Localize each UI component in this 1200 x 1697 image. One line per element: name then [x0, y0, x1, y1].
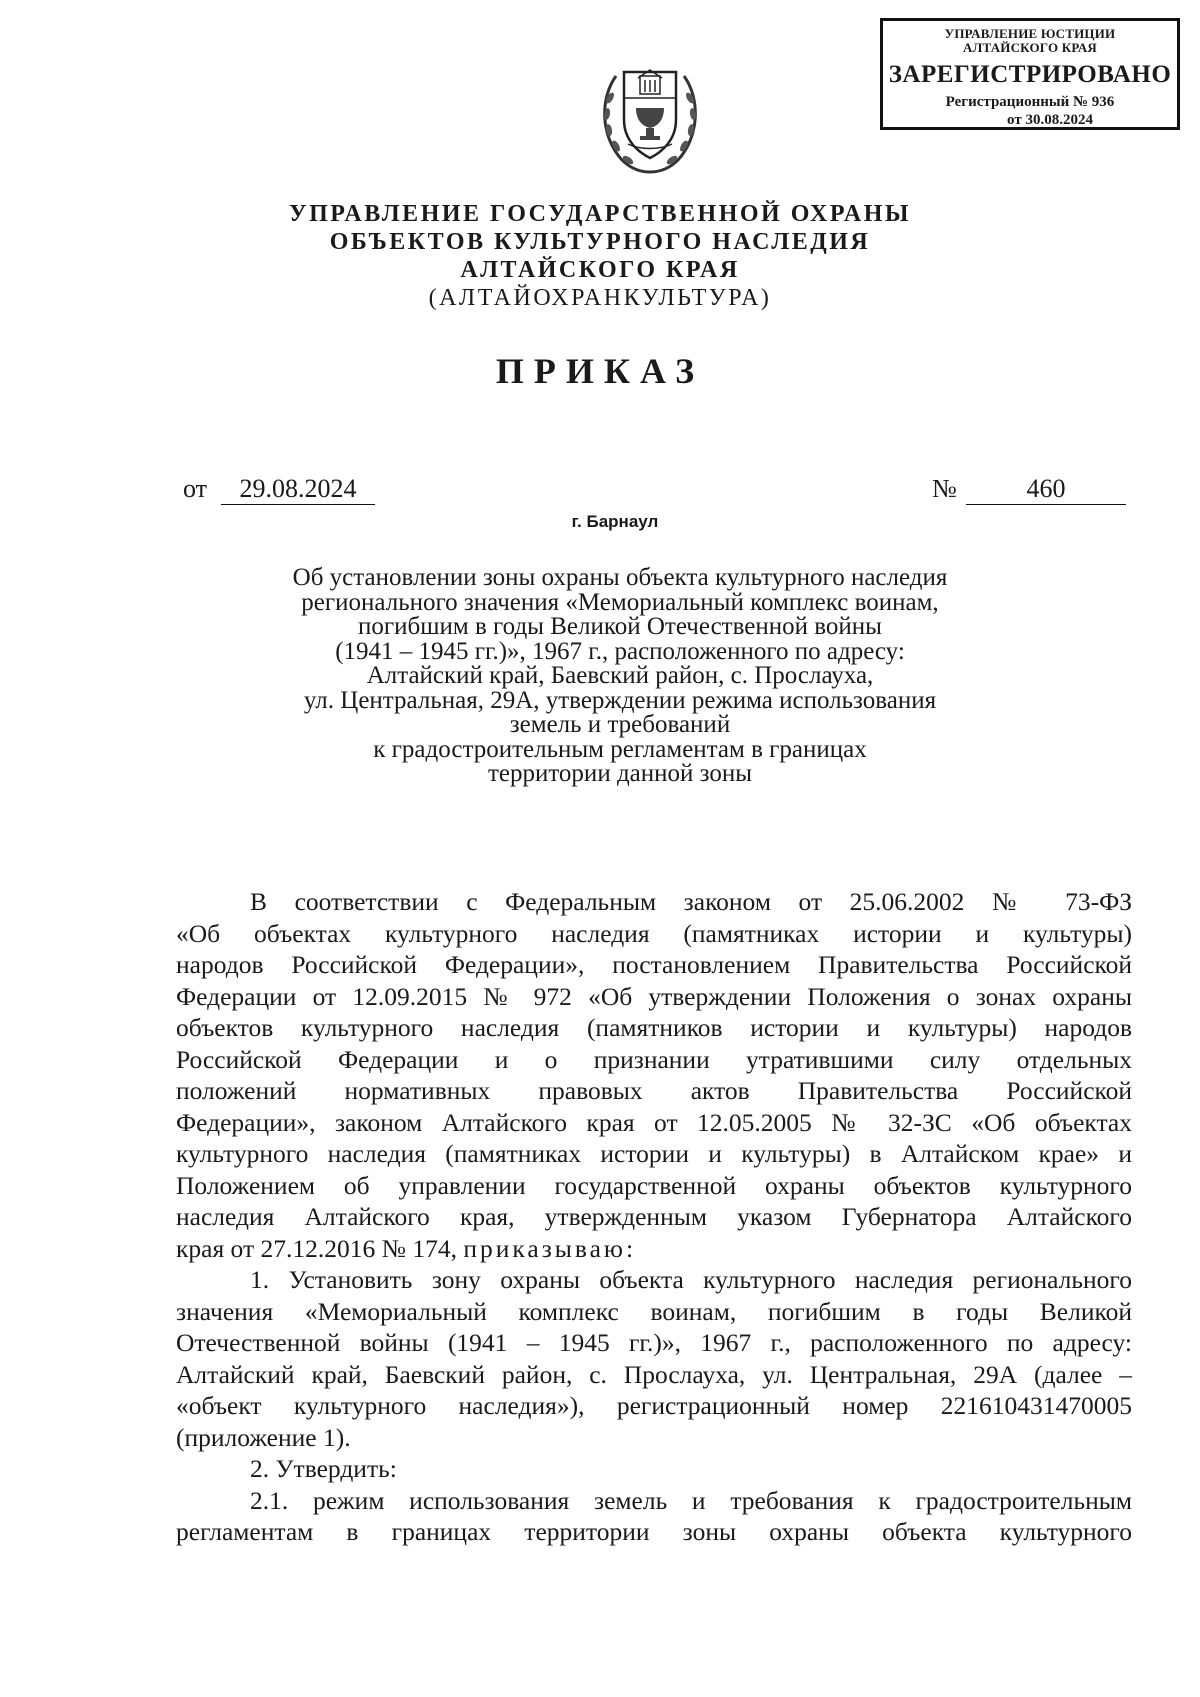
body-line-text: положений нормативных правовых актов Правительства Российской: [176, 1076, 1132, 1105]
stamp-organization-line1: УПРАВЛЕНИЕ ЮСТИЦИИ: [944, 26, 1116, 41]
altai-krai-coat-of-arms-icon: [596, 58, 704, 176]
body-line-text: народов Российской Федерации», постановлением Правительства Российской: [176, 950, 1132, 979]
registration-stamp: [880, 18, 1180, 130]
authority-line: АЛТАЙСКОГО КРАЯ: [460, 257, 740, 283]
subject-line: регионального значения «Мемориальный комплекс воинам,: [301, 588, 939, 616]
date-prefix: от: [183, 474, 208, 503]
order-date: 29.08.2024: [221, 474, 375, 505]
body-line-text: (приложение 1).: [176, 1422, 351, 1452]
order-subject: [240, 566, 1000, 787]
body-line: [176, 1107, 1132, 1139]
subject-line: погибшим в годы Великой Отечественной войны: [358, 613, 882, 640]
subject-line: территории данной зоны: [487, 760, 753, 787]
body-line: [176, 1264, 1132, 1296]
authority-line: ОБЪЕКТОВ КУЛЬТУРНОГО НАСЛЕДИЯ: [329, 229, 871, 255]
body-line-text: края от 27.12.2016 № 174, приказываю:: [176, 1233, 637, 1263]
body-line: [176, 1012, 1132, 1044]
body-line: [176, 1327, 1132, 1359]
body-line-text: культурного наследия (памятниках истории и культуры) в Алтайском крае» и: [176, 1139, 1132, 1168]
body-line: [176, 918, 1132, 950]
stamp-organization-line2: АЛТАЙСКОГО КРАЯ: [963, 40, 1097, 55]
body-line: [176, 1422, 1132, 1454]
body-line-text: наследия Алтайского края, утвержденным указом Губернатора Алтайского: [176, 1202, 1132, 1231]
number-prefix: №: [932, 474, 957, 503]
body-line: [176, 981, 1132, 1013]
body-line: [176, 1170, 1132, 1202]
body-line-text: регламентам в границах территории зоны охраны объекта культурного: [176, 1517, 1132, 1546]
subject-line: ул. Центральная, 29А, утверждении режима использования: [303, 686, 937, 714]
body-line-text: 2.1. режим использования земель и требования к градостроительным: [250, 1485, 1132, 1515]
body-line: [176, 1485, 1132, 1517]
authority-abbreviation: (АЛТАЙОХРАНКУЛЬТУРА): [428, 285, 772, 311]
subject-line: Алтайский край, Баевский район, с. Прослауха,: [366, 662, 874, 689]
body-line-text: «Об объектах культурного наследия (памятниках истории и культуры): [176, 918, 1132, 948]
body-line: [176, 1516, 1132, 1548]
body-line: [176, 1201, 1132, 1233]
body-line-text: 1. Установить зону охраны объекта культурного наследия регионального: [250, 1265, 1132, 1294]
stamp-organization: [883, 27, 1177, 55]
subject-line: земель и требований: [509, 711, 731, 738]
stamp-reg-number: Регистрационный № 936: [945, 94, 1115, 110]
body-line-text: Отечественной войны (1941 – 1945 гг.)», 1967 г., расположенного по адресу:: [176, 1328, 1132, 1357]
stamp-status: ЗАРЕГИСТРИРОВАНО: [888, 61, 1172, 88]
body-line: [176, 1075, 1132, 1107]
authority-line: УПРАВЛЕНИЕ ГОСУДАРСТВЕННОЙ ОХРАНЫ: [289, 201, 911, 227]
order-directive-word: приказываю:: [463, 1233, 637, 1263]
subject-line: к градостроительным регламентам в границах: [373, 735, 867, 763]
issue-city: г. Барнаул: [571, 512, 659, 531]
body-line-text: Федерации», законом Алтайского края от 12.05.2005 № 32-ЗС «Об объектах: [176, 1107, 1132, 1137]
body-line-text: Положением об управлении государственной охраны объектов культурного: [176, 1170, 1132, 1200]
stamp-reg-date: от 30.08.2024: [1007, 112, 1093, 128]
body-line: [176, 1138, 1132, 1170]
body-line: [176, 1296, 1132, 1328]
body-line-text: В соответствии с Федеральным законом от 25.06.2002 № 73-ФЗ: [250, 887, 1132, 916]
order-number: 460: [966, 474, 1126, 505]
body-line-text: значения «Мемориальный комплекс воинам, погибшим в годы Великой: [176, 1296, 1132, 1326]
body-line: [176, 1390, 1132, 1422]
document-type-title: ПРИКАЗ: [495, 351, 705, 391]
body-line: [176, 1233, 1132, 1265]
body-line: [176, 886, 1132, 918]
body-line: [176, 1359, 1132, 1391]
subject-line: (1941 – 1945 гг.)», 1967 г., расположенного по адресу:: [335, 637, 905, 665]
body-line-text: Алтайский край, Баевский район, с. Прослауха, ул. Центральная, 29А (далее –: [176, 1359, 1132, 1389]
body-line: [176, 1044, 1132, 1076]
body-line-text: 2. Утвердить:: [250, 1454, 397, 1483]
body-line: [176, 949, 1132, 981]
subject-line: Об установлении зоны охраны объекта культурного наследия: [292, 564, 948, 591]
body-line-text: Федерации от 12.09.2015 № 972 «Об утверждении Положения о зонах охраны: [176, 981, 1132, 1011]
authority-heading: [0, 200, 1200, 312]
body-line-text: Российской Федерации и о признании утратившими силу отдельных: [176, 1044, 1132, 1074]
body-line-text: объектов культурного наследия (памятников истории и культуры) народов: [176, 1013, 1132, 1042]
body-line: [176, 1453, 1132, 1485]
body-line-text: «объект культурного наследия»), регистрационный номер 221610431470005: [176, 1391, 1132, 1420]
order-body: [176, 886, 1132, 1548]
